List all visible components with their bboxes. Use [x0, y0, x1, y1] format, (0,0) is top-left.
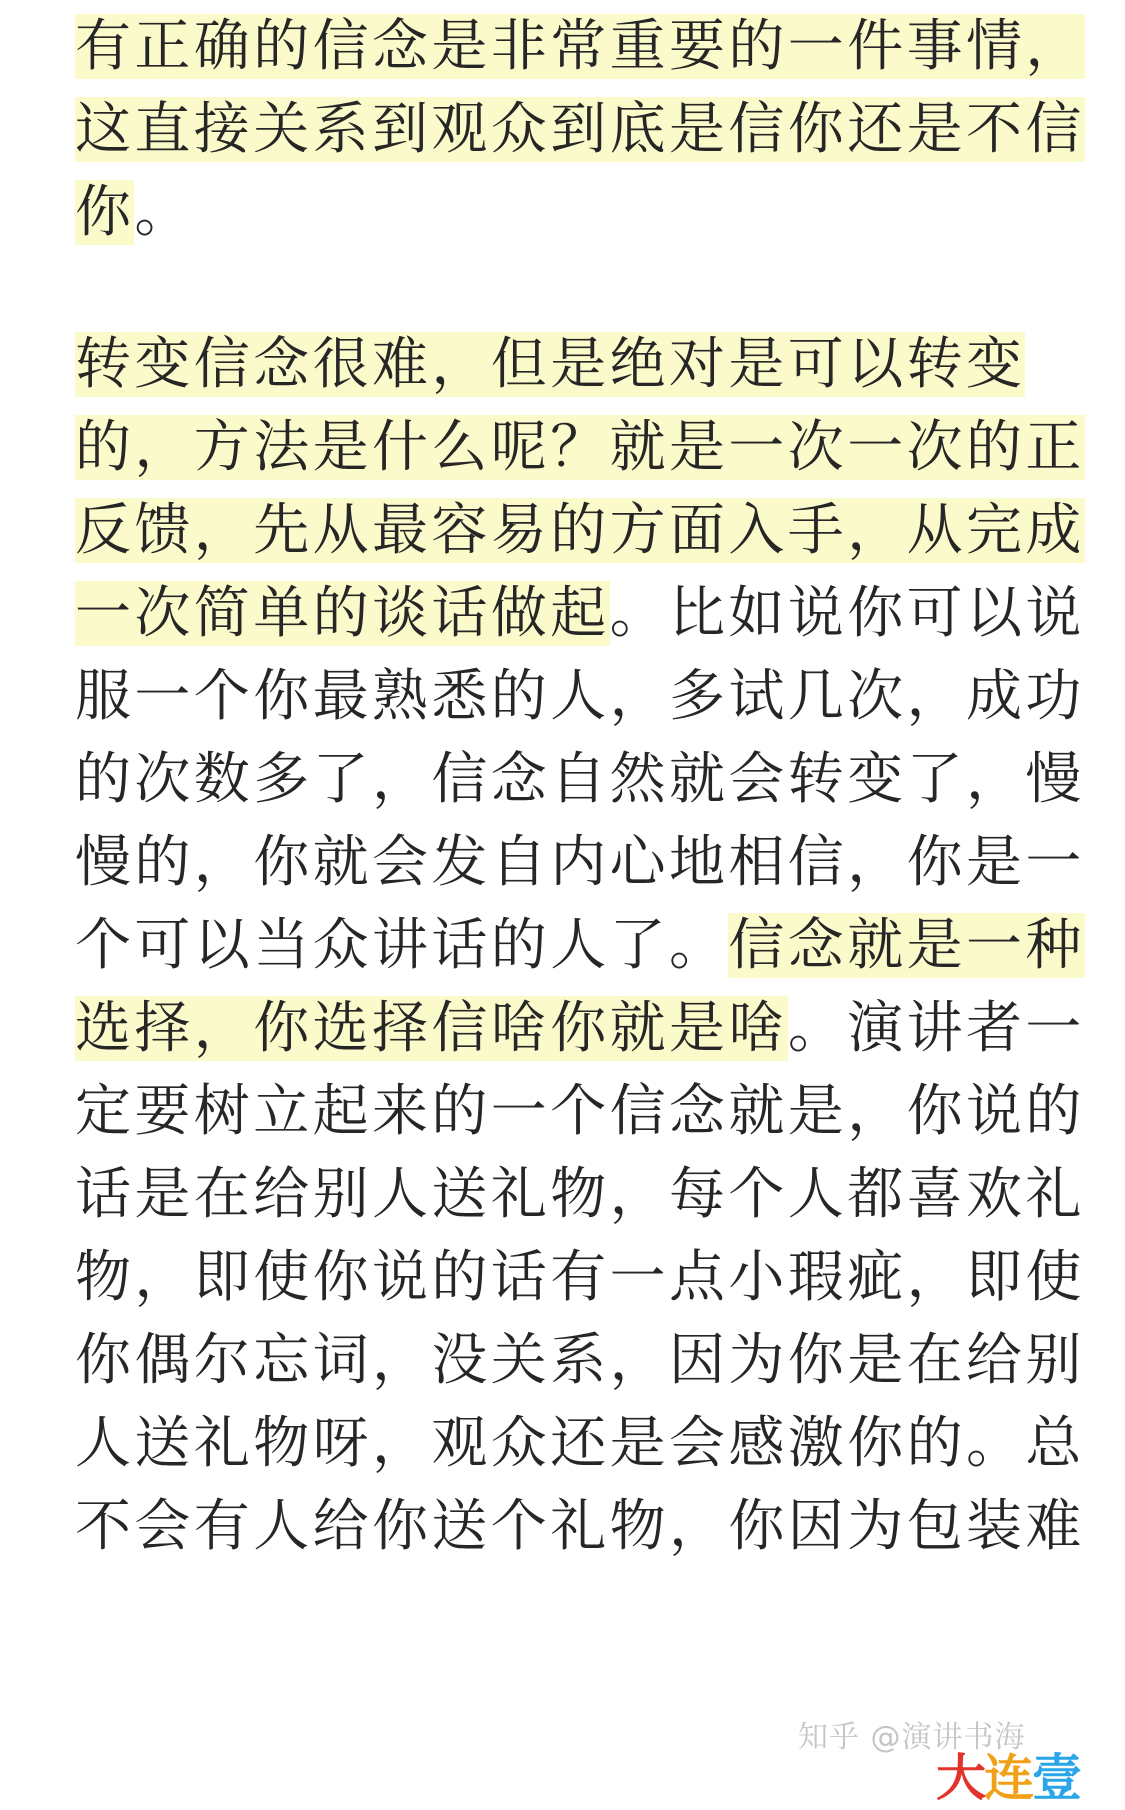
highlighted-text: 有正确的信念是非常重要的一件事情， — [75, 14, 1085, 79]
text-segment: 不会有人给你送个礼物，你因为包装难 — [75, 1494, 1085, 1559]
text-segment: 人送礼物呀，观众还是会感激你的。总 — [75, 1411, 1085, 1476]
highlighted-text: 这直接关系到观众到底是信你还是不信 — [75, 97, 1085, 162]
text-segment: 的次数多了，信念自然就会转变了，慢 — [75, 747, 1085, 812]
text-segment: 慢的，你就会发自内心地相信，你是一 — [75, 830, 1085, 895]
highlighted-text: 你 — [75, 180, 135, 245]
paragraph-line — [75, 1314, 1085, 1408]
text-segment: 物，即使你说的话有一点小瑕疵，即使 — [75, 1245, 1085, 1310]
text-segment: 你偶尔忘词，没关系，因为你是在给别 — [75, 1328, 1085, 1393]
text-segment: 话是在给别人送礼物，每个人都喜欢礼 — [75, 1162, 1085, 1227]
text-segment: 服一个你最熟悉的人，多试几次，成功 — [75, 664, 1085, 729]
paragraph-line — [75, 650, 1085, 744]
paragraph-line — [75, 733, 1085, 827]
paragraph-line — [75, 166, 194, 260]
paragraph-line — [75, 83, 1085, 177]
highlighted-text: 转变信念很难，但是绝对是可以转变 — [75, 332, 1026, 397]
highlighted-text: 的，方法是什么呢？就是一次一次的正 — [75, 415, 1085, 480]
highlighted-text: 一次简单的谈话做起 — [75, 581, 610, 646]
text-segment: 个可以当众讲话的人了。 — [75, 913, 729, 978]
watermark — [780, 1700, 1080, 1807]
paragraph-line — [75, 1397, 1085, 1491]
text-segment: 。比如说你可以说 — [609, 581, 1085, 646]
paragraph-line — [75, 816, 1085, 910]
watermark-text: 知乎 @演讲书海 — [798, 1720, 1026, 1755]
text-segment: 。 — [134, 180, 194, 245]
paragraph-line — [75, 484, 1085, 578]
watermark-logo-char: 大 — [936, 1749, 984, 1807]
paragraph-line — [75, 1480, 1085, 1574]
paragraph-line — [75, 567, 1085, 661]
paragraph-line — [75, 982, 1085, 1076]
text-segment: 定要树立起来的一个信念就是，你说的 — [75, 1079, 1085, 1144]
paragraph-line — [75, 1148, 1085, 1242]
paragraph-line — [75, 1065, 1085, 1159]
paragraph-line — [75, 1231, 1085, 1325]
paragraph-line — [75, 401, 1085, 495]
paragraph-line — [75, 318, 1025, 412]
highlighted-text: 信念就是一种 — [728, 913, 1085, 978]
paragraph-line — [75, 0, 1085, 94]
highlighted-text: 反馈，先从最容易的方面入手，从完成 — [75, 498, 1085, 563]
watermark-logo — [936, 1738, 1080, 1810]
highlighted-text: 选择，你选择信啥你就是啥 — [75, 996, 788, 1061]
text-segment: 。演讲者一 — [787, 996, 1085, 1061]
watermark-logo-char: 连 — [984, 1749, 1032, 1807]
paragraph-line — [75, 899, 1085, 993]
watermark-logo-char: 壹 — [1032, 1749, 1080, 1807]
